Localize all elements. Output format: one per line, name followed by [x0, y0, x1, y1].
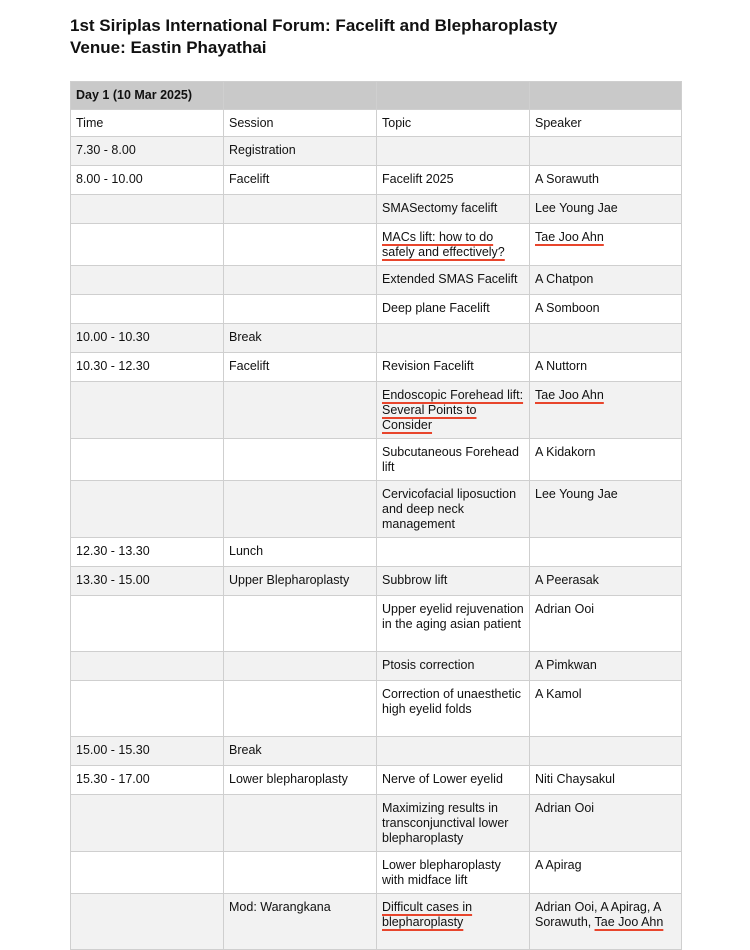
- cell-topic: [377, 137, 530, 166]
- cell-speaker: Adrian Ooi: [530, 596, 682, 652]
- topic-highlight: Endoscopic Forehead lift: Several Points to Consider: [382, 388, 524, 432]
- cell-time: [71, 894, 224, 950]
- cell-topic: Cervicofacial liposuction and deep neck management: [377, 481, 530, 538]
- topic-highlight: Difficult cases in blepharoplasty: [382, 900, 473, 929]
- cell-speaker: [530, 324, 682, 353]
- cell-speaker: A Apirag: [530, 852, 682, 894]
- cell-topic: SMASectomy facelift: [377, 195, 530, 224]
- cell-time: 7.30 - 8.00: [71, 137, 224, 166]
- title-line-2: Venue: Eastin Phayathai: [70, 38, 267, 57]
- cell-time: [71, 195, 224, 224]
- table-row: [71, 852, 682, 894]
- cell-topic: [377, 224, 530, 266]
- column-header-row: [71, 110, 682, 137]
- cell-time: [71, 295, 224, 324]
- cell-session: Mod: Warangkana: [224, 894, 377, 950]
- cell-time: [71, 596, 224, 652]
- cell-session: Break: [224, 737, 377, 766]
- cell-speaker: [530, 382, 682, 439]
- cell-topic: [377, 538, 530, 567]
- table-row: [71, 737, 682, 766]
- cell-time: 8.00 - 10.00: [71, 166, 224, 195]
- day-label: Day 1 (10 Mar 2025): [71, 82, 224, 110]
- cell-time: 10.30 - 12.30: [71, 353, 224, 382]
- table-row: [71, 266, 682, 295]
- cell-session: Break: [224, 324, 377, 353]
- cell-time: [71, 481, 224, 538]
- table-row: [71, 567, 682, 596]
- speaker-highlight: Tae Joo Ahn: [535, 388, 604, 402]
- cell-topic: Facelift 2025: [377, 166, 530, 195]
- table-row: [71, 596, 682, 652]
- cell-session: Facelift: [224, 166, 377, 195]
- cell-speaker: [530, 894, 682, 950]
- cell-speaker: [530, 224, 682, 266]
- table-row: [71, 166, 682, 195]
- cell-session: [224, 795, 377, 852]
- cell-session: [224, 295, 377, 324]
- cell-topic: Lower blepharoplasty with midface lift: [377, 852, 530, 894]
- cell-session: Upper Blepharoplasty: [224, 567, 377, 596]
- table-row: [71, 353, 682, 382]
- cell-topic: Subbrow lift: [377, 567, 530, 596]
- cell-session: [224, 681, 377, 737]
- table-row: [71, 324, 682, 353]
- cell-speaker: A Sorawuth: [530, 166, 682, 195]
- cell-speaker: A Chatpon: [530, 266, 682, 295]
- cell-topic: Correction of unaesthetic high eyelid folds: [377, 681, 530, 737]
- cell-speaker: A Nuttorn: [530, 353, 682, 382]
- table-row: [71, 681, 682, 737]
- cell-speaker: A Pimkwan: [530, 652, 682, 681]
- cell-topic: [377, 382, 530, 439]
- cell-speaker: [530, 538, 682, 567]
- table-row: [71, 195, 682, 224]
- cell-session: [224, 652, 377, 681]
- table-row: [71, 137, 682, 166]
- cell-topic: [377, 894, 530, 950]
- cell-session: [224, 224, 377, 266]
- cell-speaker: A Somboon: [530, 295, 682, 324]
- cell-speaker: A Kidakorn: [530, 439, 682, 481]
- header-time: Time: [71, 110, 224, 137]
- cell-speaker: [530, 137, 682, 166]
- cell-topic: Deep plane Facelift: [377, 295, 530, 324]
- cell-session: [224, 266, 377, 295]
- table-row: [71, 766, 682, 795]
- cell-topic: Subcutaneous Forehead lift: [377, 439, 530, 481]
- cell-speaker: [530, 737, 682, 766]
- cell-topic: [377, 737, 530, 766]
- day-header-row: [71, 82, 682, 110]
- table-row: [71, 439, 682, 481]
- cell-speaker: Lee Young Jae: [530, 481, 682, 538]
- cell-time: [71, 266, 224, 295]
- cell-time: 13.30 - 15.00: [71, 567, 224, 596]
- table-row: [71, 382, 682, 439]
- table-row: [71, 481, 682, 538]
- cell-topic: Revision Facelift: [377, 353, 530, 382]
- header-speaker: Speaker: [530, 110, 682, 137]
- cell-session: Lunch: [224, 538, 377, 567]
- title-line-1: 1st Siriplas International Forum: Facelift and Blepharoplasty: [70, 16, 558, 35]
- cell-session: [224, 195, 377, 224]
- cell-speaker: A Peerasak: [530, 567, 682, 596]
- cell-topic: Upper eyelid rejuvenation in the aging asian patient: [377, 596, 530, 652]
- cell-time: [71, 439, 224, 481]
- cell-time: [71, 852, 224, 894]
- cell-topic: Extended SMAS Facelift: [377, 266, 530, 295]
- header-topic: Topic: [377, 110, 530, 137]
- speaker-highlight: Tae Joo Ahn: [535, 230, 604, 244]
- cell-topic: [377, 324, 530, 353]
- cell-time: 15.30 - 17.00: [71, 766, 224, 795]
- cell-session: [224, 852, 377, 894]
- cell-session: [224, 439, 377, 481]
- cell-session: Facelift: [224, 353, 377, 382]
- cell-time: 12.30 - 13.30: [71, 538, 224, 567]
- header-session: Session: [224, 110, 377, 137]
- cell-time: 15.00 - 15.30: [71, 737, 224, 766]
- cell-topic: Maximizing results in transconjunctival lower blepharoplasty: [377, 795, 530, 852]
- cell-time: 10.00 - 10.30: [71, 324, 224, 353]
- cell-speaker: A Kamol: [530, 681, 682, 737]
- cell-session: [224, 382, 377, 439]
- table-row: [71, 295, 682, 324]
- cell-speaker: Adrian Ooi: [530, 795, 682, 852]
- page-title: [70, 15, 557, 59]
- cell-session: Lower blepharoplasty: [224, 766, 377, 795]
- speaker-text: Adrian Ooi, A Apirag, A Sorawuth,: [535, 900, 661, 929]
- cell-speaker: Niti Chaysakul: [530, 766, 682, 795]
- cell-topic: Nerve of Lower eyelid: [377, 766, 530, 795]
- cell-session: [224, 481, 377, 538]
- table-row: [71, 224, 682, 266]
- table-row: [71, 795, 682, 852]
- cell-topic: Ptosis correction: [377, 652, 530, 681]
- cell-speaker: Lee Young Jae: [530, 195, 682, 224]
- table-row: [71, 894, 682, 950]
- speaker-highlight: Tae Joo Ahn: [594, 915, 664, 929]
- table-row: [71, 538, 682, 567]
- cell-time: [71, 681, 224, 737]
- cell-time: [71, 382, 224, 439]
- cell-session: Registration: [224, 137, 377, 166]
- schedule-table: [70, 81, 682, 950]
- cell-time: [71, 795, 224, 852]
- table-row: [71, 652, 682, 681]
- cell-time: [71, 224, 224, 266]
- cell-time: [71, 652, 224, 681]
- topic-highlight: MACs lift: how to do safely and effectively?: [382, 230, 505, 259]
- cell-session: [224, 596, 377, 652]
